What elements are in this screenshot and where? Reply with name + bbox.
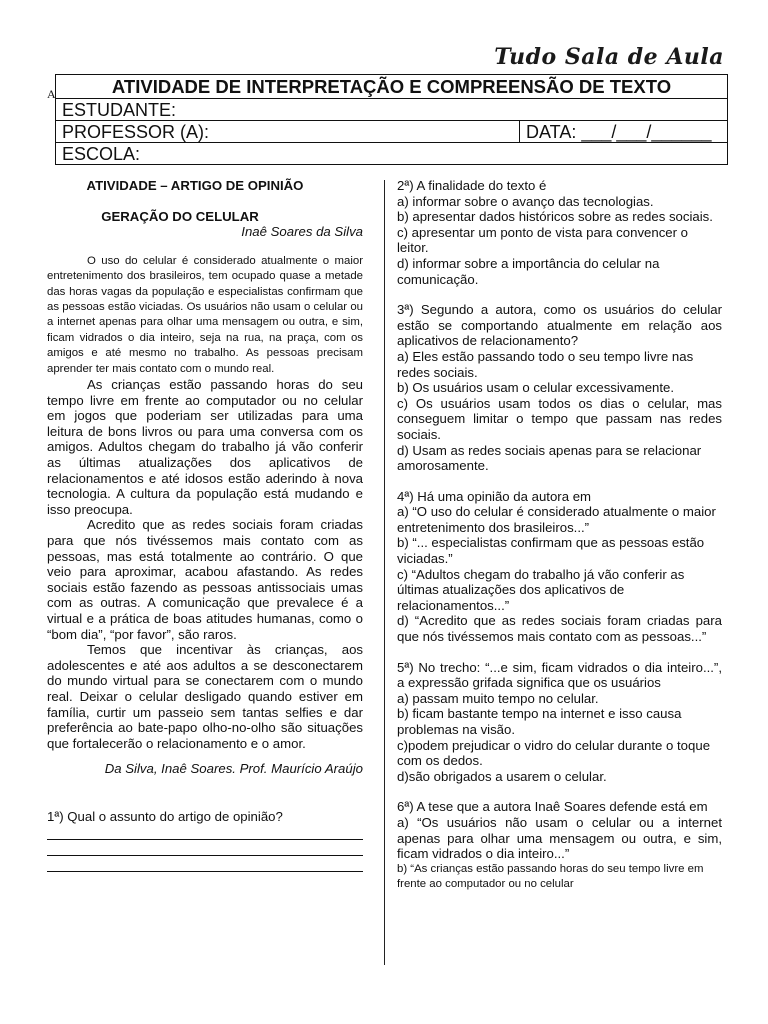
header-table bbox=[55, 74, 728, 165]
question-6-prompt: 6ª) A tese que a autora Inaê Soares defende está em bbox=[397, 799, 708, 815]
question-5-prompt: 5ª) No trecho: “...e sim, ficam vidrados o dia inteiro...”, a expressão grifada significa que os usuários bbox=[397, 659, 722, 691]
article-credit: Da Silva, Inaê Soares. Prof. Maurício Araújo bbox=[104, 761, 363, 777]
question-2-option[interactable]: c) apresentar um ponto de vista para convencer o leitor. bbox=[397, 224, 689, 256]
question-2-option[interactable]: b) apresentar dados históricos sobre as redes sociais. bbox=[397, 209, 713, 225]
question-4-option[interactable]: b) “... especialistas confirmam que as pessoas estão viciadas.” bbox=[397, 535, 705, 567]
question-3-option[interactable]: b) Os usuários usam o celular excessivamente. bbox=[397, 380, 675, 396]
school-field[interactable]: ESCOLA: bbox=[56, 143, 728, 165]
teacher-field[interactable]: PROFESSOR (A): bbox=[56, 121, 520, 143]
question-1-prompt: 1ª) Qual o assunto do artigo de opinião? bbox=[47, 808, 283, 824]
question-5-option[interactable]: b) ficam bastante tempo na internet e isso causa problemas na visão. bbox=[397, 706, 682, 737]
question-5-option[interactable]: a) passam muito tempo no celular. bbox=[397, 690, 599, 706]
activity-title: ATIVIDADE – ARTIGO DE OPINIÃO bbox=[86, 178, 304, 193]
question-4-option[interactable]: d) “Acredito que as redes sociais foram criadas para que nós tivéssemos mais contato com as pessoas...” bbox=[397, 613, 722, 645]
column-divider bbox=[384, 180, 385, 965]
question-4-prompt: 4ª) Há uma opinião da autora em bbox=[397, 488, 592, 504]
question-4-option[interactable]: a) “O uso do celular é considerado atualmente o maior entretenimento dos brasileiros...” bbox=[397, 504, 716, 535]
article-paragraph: Temos que incentivar às crianças, aos adolescentes e até aos adultos a se desconectarem do mundo virtual para se conectarem com o mundo real. Deixar o celular desligado quando estiver em família, curtir um passeio sem tantas selfies e dar preferência ao bate-papo olho-no-olho são situações que fortalecerão o relacionamento e o amor. bbox=[47, 642, 363, 751]
article-paragraph: As crianças estão passando horas do seu tempo livre em frente ao computador ou no celular em jogos que poderiam ser utilizadas para uma leitura de bons livros ou para uma conversa com os amigos. Adultos chegam do trabalho já vão conferir as últimas atualizações dos aplicativos de relacionamentos e até idosos estão aderindo à nova tecnologia. A cultura da população está mudando e isso preocupa. bbox=[47, 377, 363, 517]
question-3-option[interactable]: c) Os usuários usam todos os dias o celular, mas conseguem limitar o tempo que passam nas redes sociais. bbox=[397, 395, 722, 442]
questions-column bbox=[397, 178, 722, 893]
article-paragraph: Acredito que as redes sociais foram criadas para que nós tivéssemos mais contato com as pessoas, mas está totalmente ao contrário. O que veio para aproximar, acabou afastando. As redes sociais estão fazendo as pessoas antissociais umas com as outras. A comunicação que prevalece é a virtual e a prática de boas atitudes humanas, como o “bom dia”, “por favor”, são raros. bbox=[47, 517, 363, 642]
brand-logo: Tudo Sala de Aula bbox=[494, 44, 724, 70]
article-column bbox=[47, 178, 363, 872]
article-title: GERAÇÃO DO CELULAR bbox=[101, 208, 259, 224]
answer-line[interactable] bbox=[47, 840, 363, 856]
answer-line[interactable] bbox=[47, 856, 363, 872]
article-paragraph: O uso do celular é considerado atualmente o maior entretenimento dos brasileiros, tem ocupado quase a metade das horas vagas da população e especialistas confirmam que as pessoas estão viciadas. Os usuários não usam o celular ou a internet apenas para olhar uma mensagem ou outra, e sim, ficam vidrados o dia inteiro, seja na rua, na praça, com os amigos e até mesmo no trabalho. As pessoas precisam aprender ter mais contato com o mundo real. bbox=[47, 254, 363, 375]
stray-mark: A bbox=[47, 87, 56, 101]
question-3-option[interactable]: d) Usam as redes sociais apenas para se relacionar amorosamente. bbox=[397, 442, 702, 474]
worksheet-title: ATIVIDADE DE INTERPRETAÇÃO E COMPREENSÃO DE TEXTO bbox=[56, 75, 728, 99]
question-2-option[interactable]: d) informar sobre a importância do celular na comunicação. bbox=[397, 255, 660, 287]
question-4-option[interactable]: c) “Adultos chegam do trabalho já vão conferir as últimas atualizações dos aplicativos de relacionamentos...” bbox=[397, 566, 685, 613]
article-author: Inaê Soares da Silva bbox=[241, 224, 363, 240]
question-3-prompt: 3ª) Segundo a autora, como os usuários do celular estão se comportando atualmente em relação aos aplicativos de relacionamento? bbox=[397, 302, 722, 349]
question-3-option[interactable]: a) Eles estão passando todo o seu tempo livre nas redes sociais. bbox=[397, 348, 694, 380]
date-field[interactable]: DATA: ___/___/______ bbox=[520, 121, 728, 143]
question-5-option[interactable]: c)podem prejudicar o vidro do celular durante o toque com os dedos. bbox=[397, 737, 711, 769]
question-2-option[interactable]: a) informar sobre o avanço das tecnologias. bbox=[397, 193, 654, 209]
question-6-option[interactable]: a) “Os usuários não usam o celular ou a internet apenas para olhar uma mensagem ou outra, e sim, ficam vidrados o dia inteiro...” bbox=[397, 814, 722, 862]
question-5-option[interactable]: d)são obrigados a usarem o celular. bbox=[397, 768, 607, 784]
student-field[interactable]: ESTUDANTE: bbox=[56, 99, 728, 121]
question-2-prompt: 2ª) A finalidade do texto é bbox=[397, 178, 547, 193]
answer-line[interactable] bbox=[47, 824, 363, 840]
question-6-option[interactable]: b) “As crianças estão passando horas do seu tempo livre em frente ao computador ou no celular bbox=[397, 862, 704, 891]
